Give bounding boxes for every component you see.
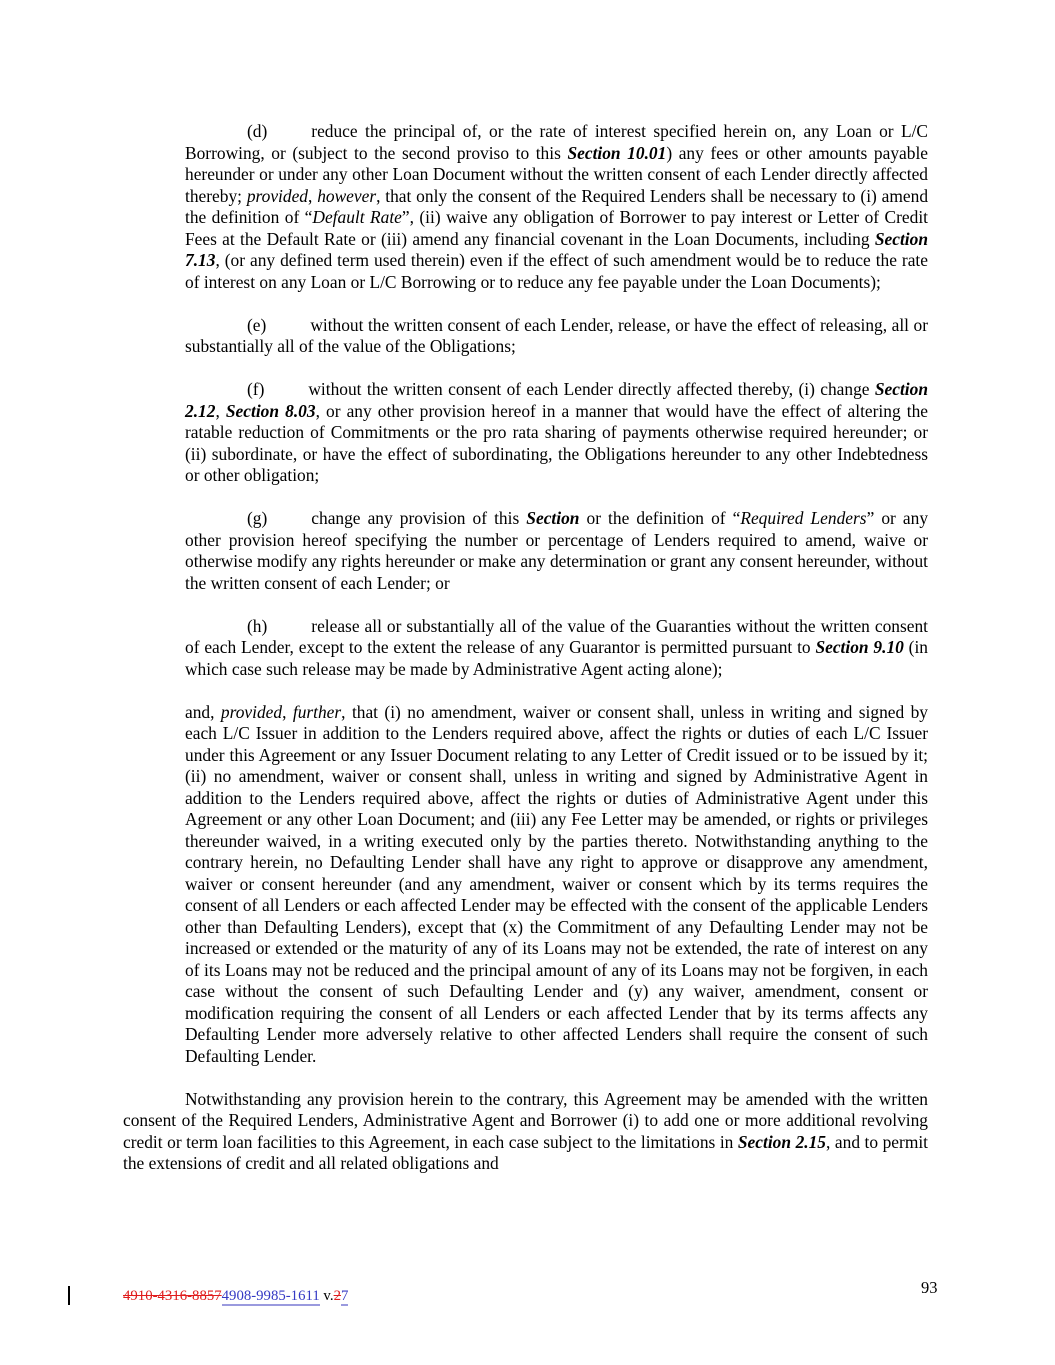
text-run: , and to permit the extensions of credit and all related obligations and xyxy=(123,1131,929,1173)
text-run: Section 2.15 xyxy=(737,1131,827,1152)
text-run: , that only the consent of the Required Lenders shall be necessary to (i) amend the definition of “ xyxy=(185,185,929,227)
deleted-version: 2 xyxy=(333,1288,341,1304)
text-run: release all or substantially all of the value of the Guaranties without the written consent of each Lender, except to the extent the release of any Guarantor is permitted pursuant to xyxy=(185,615,928,657)
text-run: provided xyxy=(246,185,308,206)
text-run: ”, (ii) waive any obligation of Borrower to pay interest or Letter of Credit Fees at the Default Rate or (iii) amend any financial covenant in the Loan Documents, including xyxy=(185,207,928,249)
text-run: Section 9.10 xyxy=(815,637,904,657)
paragraph-label: (e) xyxy=(247,314,267,335)
text-run: , xyxy=(215,400,226,421)
text-run: reduce the principal of, or the rate of interest specified herein on, any Loan or L/C Borrowing, or (subject to the second proviso to this xyxy=(185,121,928,163)
text-run: Notwithstanding any provision herein to the contrary, this Agreement may be amended with the written consent of the Required Lenders, Administrative Agent and Borrower (i) to add one or more additional revolving credit or term loan facilities to this Agreement, in each case subject to the limitations in xyxy=(123,1088,928,1152)
text-run: Default Rate xyxy=(312,207,402,227)
text-run: without the written consent of each Lender directly affected thereby, (i) change xyxy=(308,379,875,399)
paragraph-e xyxy=(185,315,928,358)
text-run: ) any fees or other amounts payable hereunder or under any other Loan Document without the written consent of each Lender directly affected thereby; xyxy=(185,142,928,206)
text-run: or the definition of “ xyxy=(579,508,741,528)
text-run: Section 8.03 xyxy=(225,400,316,421)
text-run: , or any other provision hereof in a manner that would have the effect of altering the ratable reduction of Commitments or the pro rata sharing of payments otherwise required hereunder; or (ii) subordinate, or have the effect of subordinating, the Obligations hereunder to any other Indebtedness or other obligation; xyxy=(185,400,928,485)
paragraph-h xyxy=(185,616,928,681)
text-run: ” or any other provision hereof specifying the number or percentage of Lenders required to amend, waive or otherwise modify any rights hereunder or make any determination or grant any consent hereunder, without the written consent of each Lender; or xyxy=(185,508,929,593)
paragraph-label: (g) xyxy=(247,508,268,528)
paragraph-proviso xyxy=(185,702,928,1068)
document-body xyxy=(123,121,928,1175)
text-run: Section 2.12 xyxy=(185,379,928,421)
text-run: Section 7.13 xyxy=(185,228,928,270)
change-bar xyxy=(68,1286,70,1305)
inserted-doc-id: 4908-9985-1611 xyxy=(221,1288,320,1304)
version-prefix: v. xyxy=(319,1288,334,1304)
text-run: Section 10.01 xyxy=(567,142,667,163)
paragraph-g xyxy=(185,508,928,594)
inserted-version: 7 xyxy=(340,1288,349,1304)
paragraph-f xyxy=(185,379,928,487)
text-run: , xyxy=(282,701,293,722)
text-run: and, xyxy=(185,701,221,722)
paragraph-label: (f) xyxy=(247,379,265,399)
text-run: change any provision of this xyxy=(311,508,527,528)
text-run: without the written consent of each Lender, release, or have the effect of releasing, all or substantially all of the value of the Obligations; xyxy=(185,314,928,356)
deleted-doc-id: 4910-4316-8857 xyxy=(123,1288,222,1304)
text-run: , xyxy=(308,185,318,206)
paragraph-label: (h) xyxy=(247,615,268,636)
text-run: Section xyxy=(526,508,580,528)
text-run: however xyxy=(317,185,377,206)
text-run: , (or any defined term used therein) even if the effect of such amendment would be to reduce the rate of interest on any Loan or L/C Borrowing or to reduce any fee payable under the Loan Documents); xyxy=(185,250,928,292)
paragraph-label: (d) xyxy=(247,121,268,141)
paragraph-amendment xyxy=(123,1089,928,1175)
text-run: further xyxy=(292,701,342,722)
page-number: 93 xyxy=(921,1278,938,1297)
paragraph-d xyxy=(185,121,928,293)
text-run: Required Lenders xyxy=(740,508,867,528)
document-id-stamp xyxy=(123,1287,348,1305)
text-run: provided xyxy=(220,701,283,722)
text-run: , that (i) no amendment, waiver or consent shall, unless in writing and signed by each L/C Issuer in addition to the Lenders required above, affect the rights or duties of each L/C Issuer under this Agreement or any Issuer Document relating to any Letter of Credit issued or to be issued by it; (ii) no amendment, waiver or consent shall, unless in writing and signed by Administrative Agent in addition to the Lenders required above, affect the rights or duties of Administrative Agent under this Agreement or any other Loan Document; and (iii) any Fee Letter may be amended, or rights or privileges thereunder waived, in a writing executed only by the parties thereto. Notwithstanding anything to the contrary herein, no Defaulting Lender shall have any right to approve or disapprove any amendment, waiver or consent hereunder (and any amendment, waiver or consent which by its terms requires the consent of all Lenders or each affected Lender may be effected with the consent of the applicable Lenders other than Defaulting Lenders), except that (x) the Commitment of any Defaulting Lender may not be increased or extended or the maturity of any of its Loans may not be extended, the rate of interest on any of its Loans may not be reduced and the principal amount of any of its Loans may not be forgiven, in each case without the consent of such Defaulting Lender and (y) any waiver, amendment, consent or modification requiring the consent of all Lenders or each affected Lender that by its terms affects any Defaulting Lender more adversely relative to other affected Lenders shall require the consent of such Defaulting Lender. xyxy=(185,701,929,1066)
text-run: (in which case such release may be made by Administrative Agent acting alone); xyxy=(185,637,928,679)
